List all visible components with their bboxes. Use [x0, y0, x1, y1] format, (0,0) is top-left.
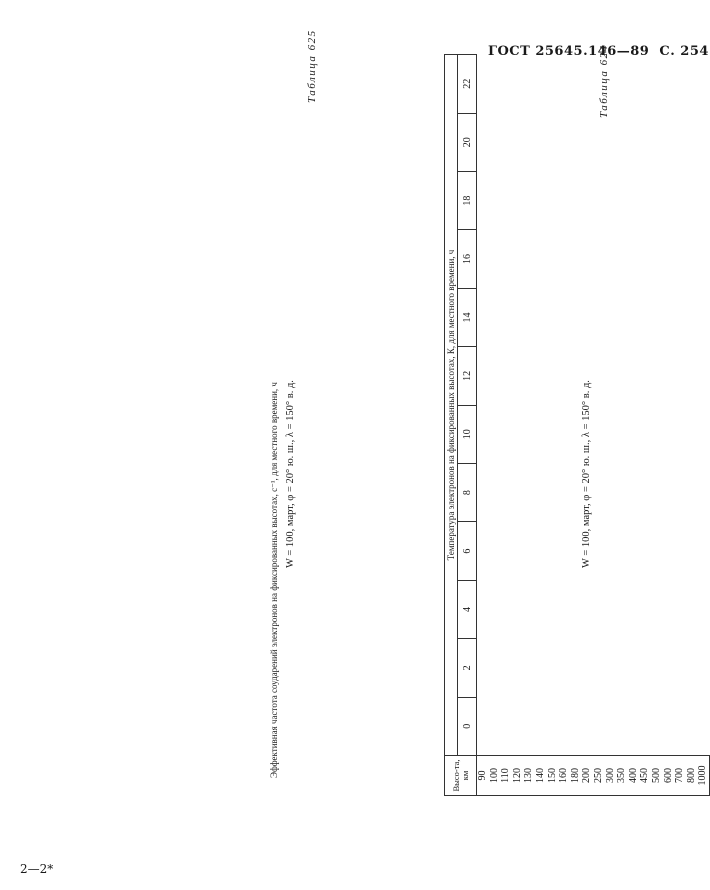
height-value: 160	[558, 768, 570, 783]
table-624-corner: Высо-та, км	[445, 756, 477, 796]
height-value: 200	[581, 768, 593, 783]
standard-code: ГОСТ 25645.146—89	[488, 44, 650, 59]
height-value: 1000	[697, 765, 709, 786]
height-value: 450	[639, 768, 651, 783]
hour-header: 20	[458, 113, 477, 171]
height-value: 500	[650, 768, 662, 783]
hour-header: 10	[458, 405, 477, 463]
hour-header: 2	[458, 639, 477, 697]
height-value: 150	[546, 768, 558, 783]
height-value: 800	[685, 768, 697, 783]
table-625-caption: W = 100, март, φ = 20° ю. ш., λ = 150° в. д.	[285, 380, 296, 568]
height-column	[477, 756, 710, 796]
height-value: 350	[616, 768, 628, 783]
hour-header: 12	[458, 347, 477, 405]
height-value: 400	[627, 768, 639, 783]
height-value: 130	[523, 768, 535, 783]
table-624	[444, 54, 710, 796]
table-624-subheading: Температура электронов на фиксированных высотах, К, для местного времени, ч	[445, 55, 458, 756]
page-mark: 2—2*	[20, 862, 54, 876]
table-625-number: Таблица 625	[306, 29, 318, 103]
height-value: 700	[674, 768, 686, 783]
height-value: 180	[569, 768, 581, 783]
height-value: 90	[477, 770, 488, 781]
height-value: 120	[511, 768, 523, 783]
height-value: 600	[662, 768, 674, 783]
table-624-caption: W = 100, март, φ = 20° ю. ш., λ = 150° в. д.	[581, 380, 592, 568]
hour-header: 14	[458, 288, 477, 346]
hour-header: 18	[458, 171, 477, 229]
hour-header: 4	[458, 580, 477, 638]
hour-header: 8	[458, 463, 477, 521]
height-value: 250	[592, 768, 604, 783]
height-value: 100	[488, 768, 500, 783]
height-value: 300	[604, 768, 616, 783]
table-625-subheading: Эффективная частота соударений электронов на фиксированных высотах, с⁻¹, для местного времени, ч	[269, 382, 279, 778]
height-value: 110	[500, 768, 512, 783]
hour-header: 0	[458, 697, 477, 755]
page-number: С. 254	[659, 44, 709, 59]
hour-header: 16	[458, 230, 477, 288]
height-value: 140	[534, 768, 546, 783]
hour-header: 22	[458, 55, 477, 114]
table-624-number: Таблица 624	[598, 44, 610, 118]
hour-header: 6	[458, 522, 477, 580]
